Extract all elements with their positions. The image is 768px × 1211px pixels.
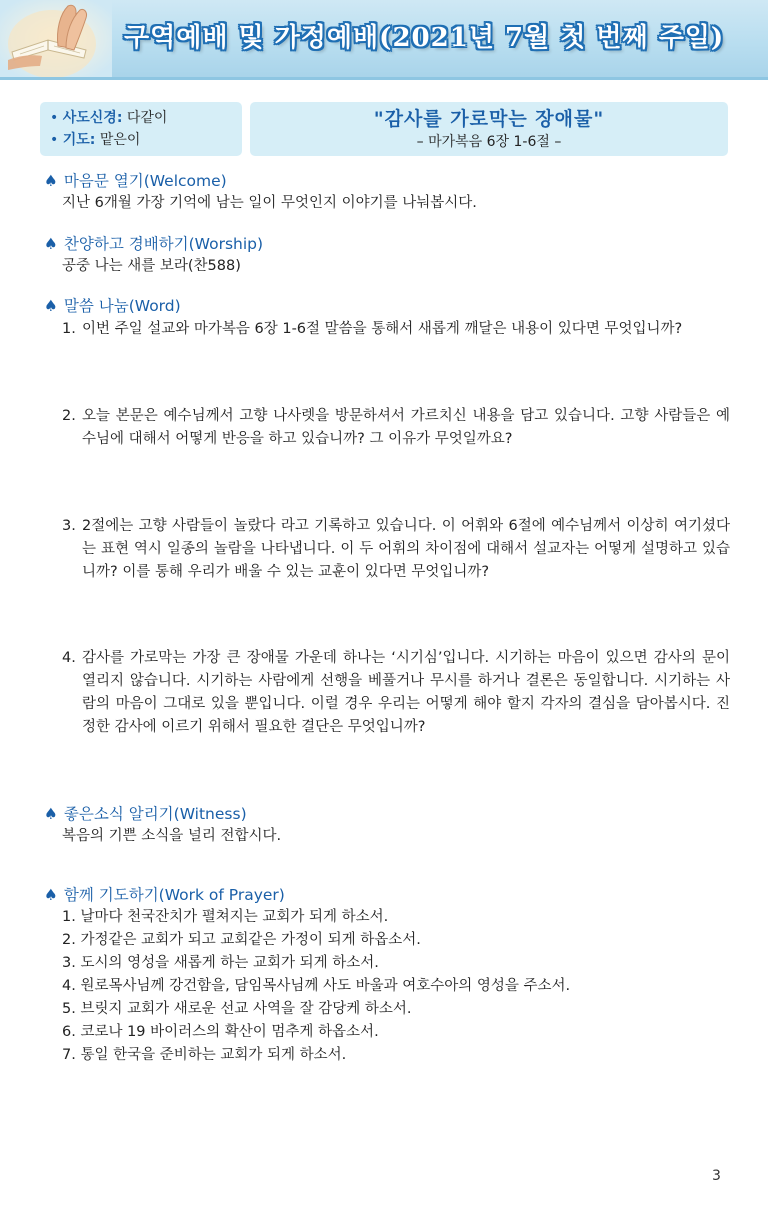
creed-value: 다같이 <box>126 110 168 126</box>
section-word <box>44 295 734 317</box>
question-text: 감사를 가로막는 가장 큰 장애물 가운데 하나는 ‘시기심’입니다. 시기하는 마음이 있으면 감사의 문이 열리지 않습니다. 시기하는 사람에게 선행을 베풀거나 무시를 하거나 결론은 동일합니다. 시기하는 사람의 마음이 그대로 있을 뿐입니다. 이럴 경우 우리는 어떻게 해야 할지 각자의 결심을 담아봅시다. 진정한 감사에 이르기 위해서 필요한 결단은 무엇입니까? <box>82 650 730 735</box>
list-item: 5. 브릿지 교회가 새로운 선교 사역을 잘 감당케 하소서. <box>62 1001 412 1017</box>
sermon-title: "감사를 가로막는 장애물" <box>373 108 605 130</box>
sermon-box <box>250 102 728 156</box>
question-1 <box>62 318 730 341</box>
scripture-reference: – 마가복음 6장 1-6절 – <box>416 134 562 150</box>
list-item: 1. 날마다 천국잔치가 펼쳐지는 교회가 되게 하소서. <box>62 909 389 925</box>
heading-text: 찬양하고 경배하기(Worship) <box>63 235 264 253</box>
section-witness <box>44 803 734 848</box>
creed-label: 사도신경: <box>62 110 123 126</box>
spade-icon: ♠ <box>44 805 58 823</box>
question-number: 1. <box>62 321 76 337</box>
heading-text: 말씀 나눔(Word) <box>63 297 181 315</box>
spade-icon: ♠ <box>44 886 58 904</box>
bullet-icon: • <box>50 110 59 126</box>
question-number: 3. <box>62 518 76 534</box>
list-item: 7. 통일 한국을 준비하는 교회가 되게 하소서. <box>62 1047 347 1063</box>
prayer-value: 맡은이 <box>99 132 141 148</box>
praying-hands-bible-image <box>0 0 112 77</box>
section-heading <box>44 803 734 825</box>
section-prayer <box>44 884 734 1067</box>
section-body: 복음의 기쁜 소식을 널리 전합시다. <box>62 828 282 844</box>
question-number: 2. <box>62 408 76 424</box>
question-number: 4. <box>62 650 76 666</box>
prayer-label: 기도: <box>62 132 96 148</box>
question-text: 이번 주일 설교와 마가복음 6장 1-6절 말씀을 통해서 새롭게 깨달은 내용이 있다면 무엇입니까? <box>82 321 683 337</box>
section-body: 공중 나는 새를 보라(찬588) <box>62 258 241 274</box>
section-heading <box>44 884 734 906</box>
list-item: 2. 가정같은 교회가 되고 교회같은 가정이 되게 하옵소서. <box>62 932 421 948</box>
creed-line <box>50 107 232 129</box>
heading-text: 좋은소식 알리기(Witness) <box>63 805 247 823</box>
question-3 <box>62 515 730 584</box>
section-heading <box>44 295 734 317</box>
list-item: 4. 원로목사님께 강건함을, 담임목사님께 사도 바울과 여호수아의 영성을 주소서. <box>62 978 571 994</box>
prayer-line <box>50 129 232 151</box>
bullet-icon: • <box>50 132 59 148</box>
question-2 <box>62 405 730 451</box>
list-item: 6. 코로나 19 바이러스의 확산이 멈추게 하옵소서. <box>62 1024 379 1040</box>
spade-icon: ♠ <box>44 172 58 190</box>
page-number: 3 <box>712 1168 721 1184</box>
header-banner <box>0 0 768 80</box>
spade-icon: ♠ <box>44 235 58 253</box>
list-item: 3. 도시의 영성을 새롭게 하는 교회가 되게 하소서. <box>62 955 379 971</box>
section-heading <box>44 170 734 192</box>
section-welcome <box>44 170 734 215</box>
section-body: 지난 6개월 가장 기억에 남는 일이 무엇인지 이야기를 나눠봅시다. <box>62 195 477 211</box>
heading-text: 함께 기도하기(Work of Prayer) <box>63 886 285 904</box>
heading-text: 마음문 열기(Welcome) <box>63 172 227 190</box>
question-text: 2절에는 고향 사람들이 놀랐다 라고 기록하고 있습니다. 이 어휘와 6절에 예수님께서 이상히 여기셨다는 표현 역시 일종의 놀람을 나타냅니다. 이 두 어휘의 차이점에 대해서 설교자는 어떻게 설명하고 있습니까? 이를 통해 우리가 배울 수 있는 교훈이 있다면 무엇입니까? <box>82 518 730 580</box>
question-4 <box>62 647 730 739</box>
worship-order-box <box>40 102 242 156</box>
page-title: 구역예배 및 가정예배(2021년 7월 첫 번째 주일) <box>124 23 725 53</box>
section-worship <box>44 233 734 278</box>
question-text: 오늘 본문은 예수님께서 고향 나사렛을 방문하셔서 가르치신 내용을 담고 있습니다. 고향 사람들은 예수님에 대해서 어떻게 반응을 하고 있습니까? 그 이유가 무엇일까요? <box>82 408 730 447</box>
spade-icon: ♠ <box>44 297 58 315</box>
prayer-list <box>44 906 734 1067</box>
section-heading <box>44 233 734 255</box>
